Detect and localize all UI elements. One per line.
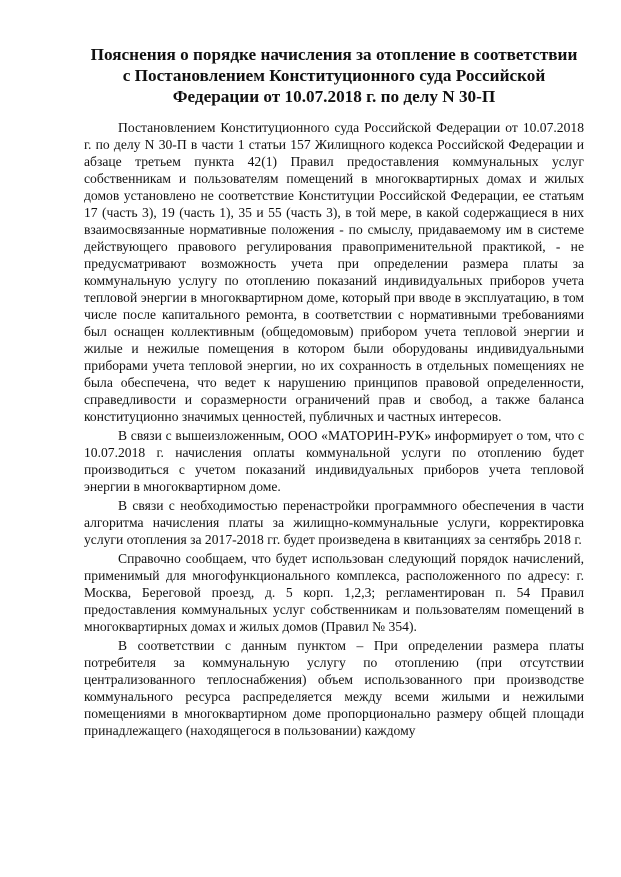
paragraph-software-adjustment: В связи с необходимостью перенастройки программного обеспечения в части алгоритма начисления платы за жилищно-коммунальные услуги, корректировка услуги отопления за 2017-2018 гг. будет произведена в квитанциях за сентябрь 2018 г. xyxy=(84,498,584,547)
paragraph-calculation-order: Справочно сообщаем, что будет использован следующий порядок начислений, применимый для многофункционального комплекса, расположенного по адресу: г. Москва, Береговой проезд, д. 5 корп. 1,2,3; регламентирован п. 54 Правил предоставления коммунальных услуг собственникам и пользователям помещений в многоквартирных домах и жилых домов (Правил № 354). xyxy=(84,551,584,634)
paragraph-clause-details: В соответствии с данным пунктом – При определении размера платы потребителя за коммунальную услугу по отоплению (при отсутствии централизованного теплоснабжения) объем использованного при производстве коммунального ресурса распределяется между всеми жилыми и нежилыми помещениями в многоквартирном доме пропорционально размеру общей площади принадлежащего (находящегося в пользовании) каждому xyxy=(84,638,584,738)
document-title: Пояснения о порядке начисления за отопление в соответствии с Постановлением Конституционного суда Российской Федерации от 10.07.2018 г. по делу N 30-П xyxy=(90,45,578,106)
paragraph-notice: В связи с вышеизложенным, ООО «МАТОРИН-РУК» информирует о том, что с 10.07.2018 г. начисления оплаты коммунальной услуги по отоплению будет производиться с учетом показаний индивидуальных приборов учета тепловой энергии в многоквартирном доме. xyxy=(84,428,584,494)
document-page xyxy=(84,44,584,741)
paragraph-resolution: Постановлением Конституционного суда Российской Федерации от 10.07.2018 г. по делу N 30-П в части 1 статьи 157 Жилищного кодекса Российской Федерации и абзаце третьем пункта 42(1) Правил предоставления коммунальных услуг собственникам и пользователям помещений в многоквартирных домах и жилых домов установлено не соответствие Конституции Российской Федерации, ее статьям 17 (часть 3), 19 (часть 1), 35 и 55 (часть 3), в той мере, в какой содержащиеся в них взаимосвязанные нормативные положения - по смыслу, придаваемому им в системе действующего правового регулирования правоприменительной практикой, - не предусматривают возможность учета при определении размера платы за коммунальную услугу по отоплению показаний индивидуальных приборов учета тепловой энергии в многоквартирном доме, который при вводе в эксплуатацию, в том числе после капитального ремонта, в соответствии с нормативными требованиями был оснащен коллективным (общедомовым) прибором учета тепловой энергии и жилые и нежилые помещения в котором были оборудованы индивидуальными приборами учета тепловой энергии, но их сохранность в отдельных помещениях не была обеспечена, что ведет к нарушению принципов правовой определенности, справедливости и соразмерности ограничений прав и свобод, а также баланса конституционно значимых ценностей, публичных и частных интересов. xyxy=(84,120,584,424)
